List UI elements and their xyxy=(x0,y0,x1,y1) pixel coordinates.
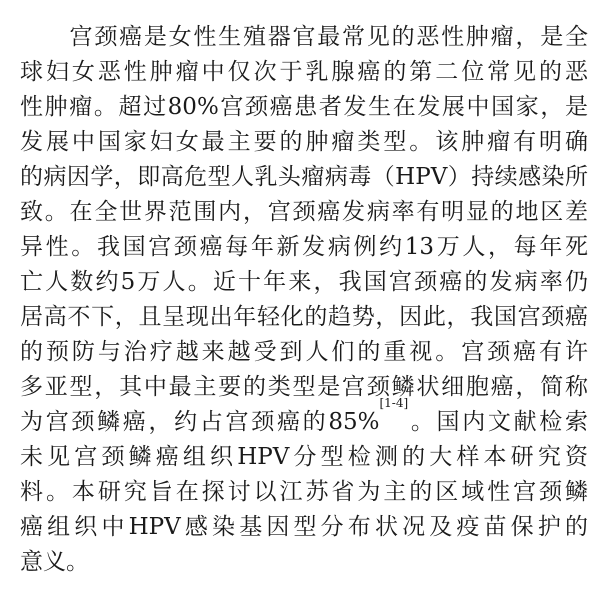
text-line-15: 癌组织中HPV感染基因型分布状况及疫苗保护的 xyxy=(20,514,588,540)
text-line-9: 居高不下，且呈现出年轻化的趋势，因此，我国宫颈癌 xyxy=(20,304,588,330)
text-line-7: 异性。我国宫颈癌每年新发病例约13万人，每年死 xyxy=(20,234,588,260)
text-line-14: 料。本研究旨在探讨以江苏省为主的区域性宫颈鳞 xyxy=(20,479,588,505)
document-page xyxy=(20,0,588,601)
text-line-2: 球妇女恶性肿瘤中仅次于乳腺癌的第二位常见的恶 xyxy=(20,59,588,85)
text-line-13: 未见宫颈鳞癌组织HPV分型检测的大样本研究资 xyxy=(20,444,588,470)
text-line-12-tail: 。国内文献检索 xyxy=(408,409,588,435)
text-line-6: 致。在全世界范围内，宫颈癌发病率有明显的地区差 xyxy=(20,199,588,225)
text-line-10: 的预防与治疗越来越受到人们的重视。宫颈癌有许 xyxy=(20,339,588,365)
citation-ref: [1-4] xyxy=(379,396,409,410)
text-line-11: 多亚型，其中最主要的类型是宫颈鳞状细胞癌，简称 xyxy=(20,374,588,400)
text-line-8: 亡人数约5万人。近十年来，我国宫颈癌的发病率仍 xyxy=(20,269,588,295)
text-line-4: 发展中国家妇女最主要的肿瘤类型。该肿瘤有明确 xyxy=(20,129,588,155)
text-line-12 xyxy=(20,396,588,439)
text-line-3: 性肿瘤。超过80%宫颈癌患者发生在发展中国家，是 xyxy=(20,94,588,120)
text-line-1: 宫颈癌是女性生殖器官最常见的恶性肿瘤，是全 xyxy=(20,24,588,50)
text-line-16: 意义。 xyxy=(20,549,89,575)
text-line-12-head: 为宫颈鳞癌，约占宫颈癌的85% xyxy=(20,409,380,435)
text-line-5: 的病因学，即高危型人乳头瘤病毒（HPV）持续感染所 xyxy=(20,164,588,190)
